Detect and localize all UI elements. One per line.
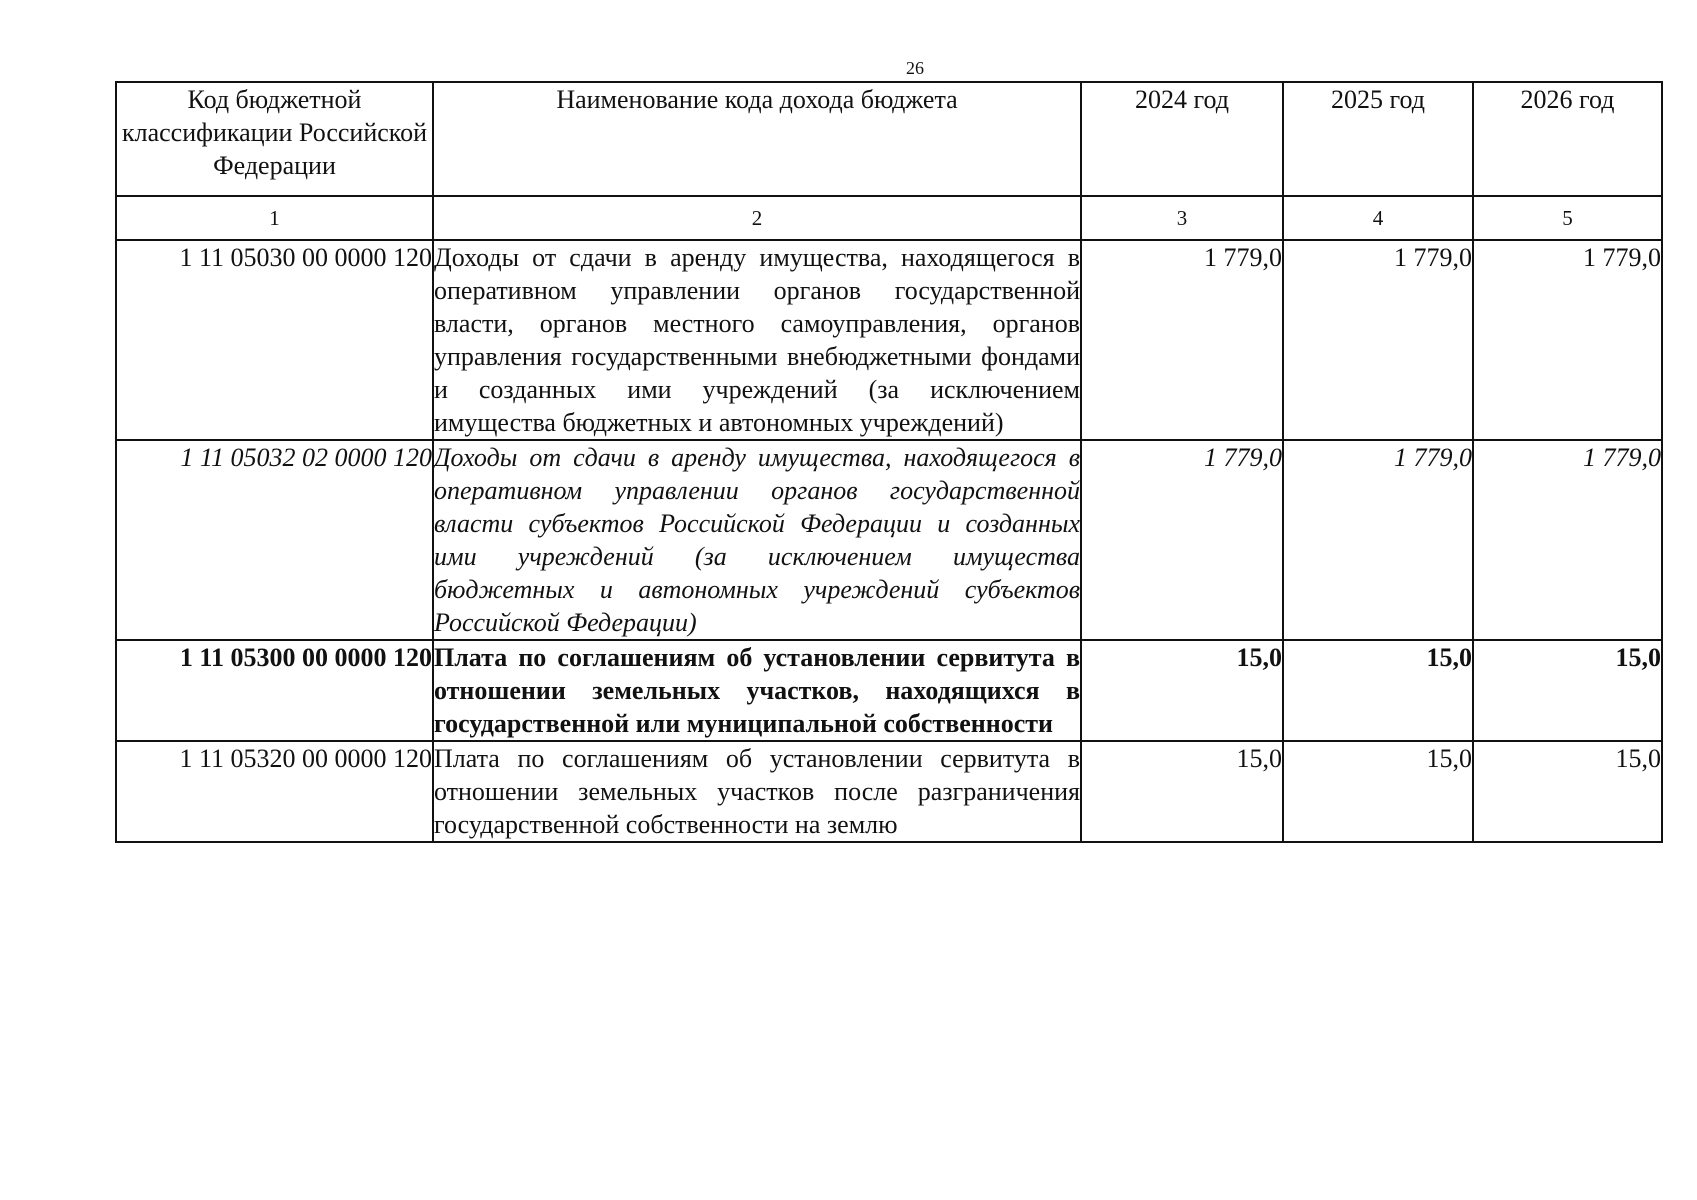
column-number-row xyxy=(116,196,1662,240)
income-name-cell: Плата по соглашениям об установлении сервитута в отношении земельных участков, находящихся в государственной или муниципальной собственности xyxy=(433,640,1081,741)
header-year-2026: 2026 год xyxy=(1473,82,1662,196)
income-name-cell: Доходы от сдачи в аренду имущества, находящегося в оперативном управлении органов государственной власти субъектов Российской Федерации и созданных ими учреждений (за исключением имущества бюджетных и автономных учреждений субъектов Российской Федерации) xyxy=(433,440,1081,640)
revenue-table xyxy=(115,81,1663,843)
budget-code-cell: 1 11 05030 00 0000 120 xyxy=(116,240,433,440)
amount-2026-cell: 1 779,0 xyxy=(1473,440,1662,640)
column-number: 5 xyxy=(1473,196,1662,240)
amount-2025-cell: 15,0 xyxy=(1283,640,1473,741)
table-row xyxy=(116,741,1662,842)
header-income-name: Наименование кода дохода бюджета xyxy=(433,82,1081,196)
column-number: 1 xyxy=(116,196,433,240)
amount-2025-cell: 15,0 xyxy=(1283,741,1473,842)
table-header-row xyxy=(116,82,1662,196)
column-number: 3 xyxy=(1081,196,1283,240)
column-number: 4 xyxy=(1283,196,1473,240)
table-row xyxy=(116,240,1662,440)
header-year-2024: 2024 год xyxy=(1081,82,1283,196)
amount-2024-cell: 15,0 xyxy=(1081,640,1283,741)
table-row xyxy=(116,640,1662,741)
amount-2025-cell: 1 779,0 xyxy=(1283,440,1473,640)
amount-2026-cell: 15,0 xyxy=(1473,640,1662,741)
income-name-cell: Плата по соглашениям об установлении сервитута в отношении земельных участков после разграничения государственной собственности на землю xyxy=(433,741,1081,842)
table-row xyxy=(116,440,1662,640)
header-year-2025: 2025 год xyxy=(1283,82,1473,196)
amount-2026-cell: 1 779,0 xyxy=(1473,240,1662,440)
budget-code-cell: 1 11 05300 00 0000 120 xyxy=(116,640,433,741)
amount-2025-cell: 1 779,0 xyxy=(1283,240,1473,440)
amount-2026-cell: 15,0 xyxy=(1473,741,1662,842)
column-number: 2 xyxy=(433,196,1081,240)
budget-code-cell: 1 11 05032 02 0000 120 xyxy=(116,440,433,640)
header-budget-code: Код бюджетной классификации Российской Федерации xyxy=(116,82,433,196)
amount-2024-cell: 1 779,0 xyxy=(1081,440,1283,640)
amount-2024-cell: 15,0 xyxy=(1081,741,1283,842)
income-name-cell: Доходы от сдачи в аренду имущества, находящегося в оперативном управлении органов государственной власти, органов местного самоуправления, органов управления государственными внебюджетными фондами и созданных ими учреждений (за исключением имущества бюджетных и автономных учреждений) xyxy=(433,240,1081,440)
amount-2024-cell: 1 779,0 xyxy=(1081,240,1283,440)
budget-code-cell: 1 11 05320 00 0000 120 xyxy=(116,741,433,842)
page-number: 26 xyxy=(906,58,924,78)
